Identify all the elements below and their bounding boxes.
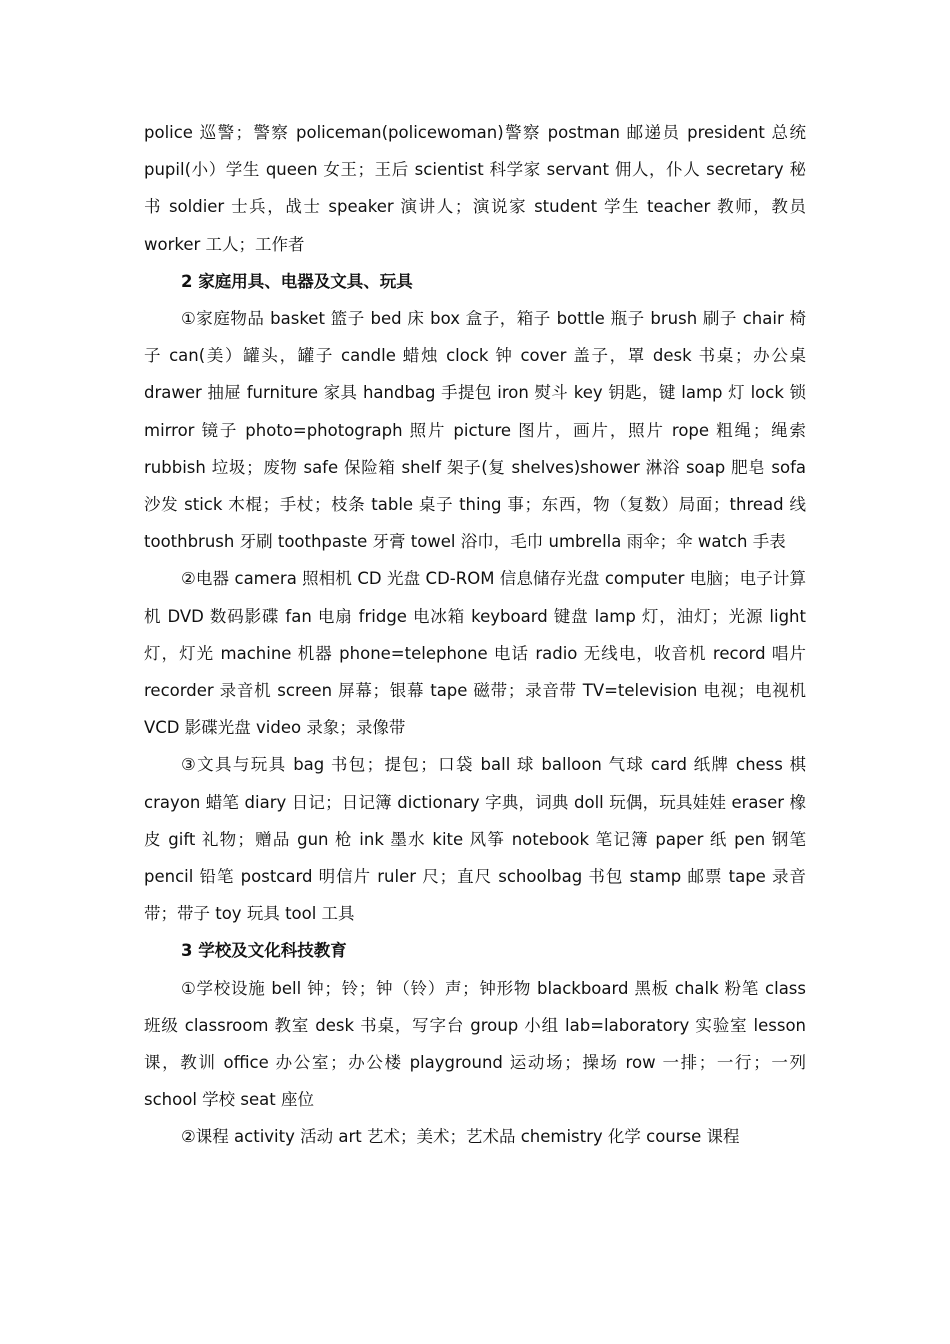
paragraph-school-facilities: ①学校设施 bell 钟；铃；钟（铃）声；钟形物 blackboard 黑板 chalk 粉笔 class 班级 classroom 教室 desk 书桌，写字台 group 小组 lab=laboratory 实验室 lesson 课，教训 office 办公室；办公楼 playground 运动场；操场 row 一排；一行；一列 school 学校 seat 座位 — [144, 978, 806, 1110]
paragraph-courses: ②课程 activity 活动 art 艺术；美术；艺术品 chemistry 化学 course 课程 — [181, 1127, 740, 1147]
paragraph-appliances: ②电器 camera 照相机 CD 光盘 CD-ROM 信息储存光盘 computer 电脑；电子计算机 DVD 数码影碟 fan 电扇 fridge 电冰箱 keyboard 键盘 lamp 灯，油灯；光源 light 灯，灯光 machine 机器 phone=telephone 电话 radio 无线电，收音机 record 唱片 recorder 录音机 screen 屏幕；银幕 tape 磁带；录音带 TV=television 电视；电视机 VCD 影碟光盘 video 录象；录像带 — [144, 569, 806, 738]
paragraph-occupations: police 巡警；警察 policeman(policewoman)警察 postman 邮递员 president 总统 pupil(小）学生 queen 女王；王后 scientist 科学家 servant 佣人，仆人 secretary 秘书 soldier 士兵，战士 speaker 演讲人；演说家 student 学生 teacher 教师，教员 worker 工人；工作者 — [144, 123, 806, 254]
section-heading-household: 2 家庭用具、电器及文具、玩具 — [181, 271, 413, 291]
section-heading-school: 3 学校及文化科技教育 — [181, 941, 347, 961]
paragraph-household-items: ①家庭物品 basket 篮子 bed 床 box 盒子，箱子 bottle 瓶子 brush 刷子 chair 椅子 can(美）罐头，罐子 candle 蜡烛 clock 钟 cover 盖子，罩 desk 书桌；办公桌 drawer 抽屉 furniture 家具 handbag 手提包 iron 熨斗 key 钥匙，键 lamp 灯 lock 锁 mirror 镜子 photo=photograph 照片 picture 图片，画片，照片 rope 粗绳；绳索 rubbish 垃圾；废物 safe 保险箱 shelf 架子(复 shelves)shower 淋浴 soap 肥皂 sofa 沙发 stick 木棍；手杖；枝条 table 桌子 thing 事；东西，物（复数）局面；thread 线 toothbrush 牙刷 toothpaste 牙膏 towel 浴巾，毛巾 umbrella 雨伞；伞 watch 手表 — [144, 309, 806, 552]
paragraph-stationery-toys: ③文具与玩具 bag 书包；提包；口袋 ball 球 balloon 气球 card 纸牌 chess 棋 crayon 蜡笔 diary 日记；日记簿 dictionary 字典，词典 doll 玩偶，玩具娃娃 eraser 橡皮 gift 礼物；赠品 gun 枪 ink 墨水 kite 风筝 notebook 笔记簿 paper 纸 pen 钢笔 pencil 铅笔 postcard 明信片 ruler 尺；直尺 schoolbag 书包 stamp 邮票 tape 录音带；带子 toy 玩具 tool 工具 — [144, 755, 806, 924]
document-page — [144, 114, 806, 1156]
